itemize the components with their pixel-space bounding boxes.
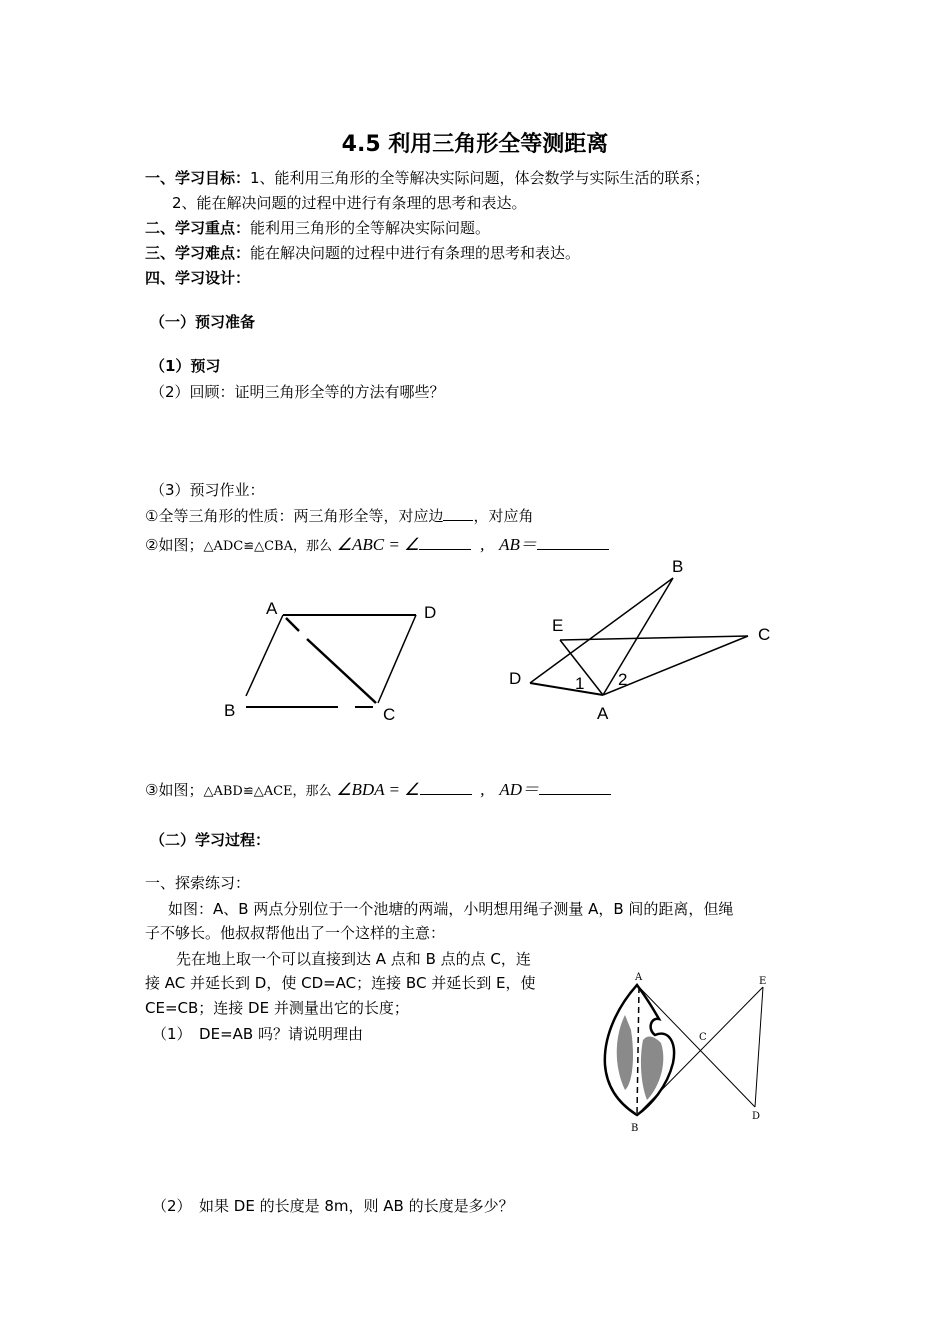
question-3-congruence: △ABD≌△ACE，那么 [203, 784, 332, 799]
answer-blank[interactable] [537, 535, 609, 550]
side-dc [378, 615, 416, 703]
label-a: A [597, 704, 609, 723]
label-b: B [224, 701, 236, 720]
label-e: E [552, 616, 564, 635]
difficulties-label: 三、学习难点： [145, 244, 251, 262]
label-d: D [424, 603, 437, 622]
question-2-side: AB＝ [499, 535, 537, 554]
label-d: D [509, 669, 522, 688]
pond-shape [605, 985, 674, 1115]
objectives-text-1: 1、能利用三角形的全等解决实际问题，体会数学与实际生活的联系； [250, 169, 710, 187]
question-1-text: ①全等三角形的性质：两三角形全等，对应边 [145, 507, 444, 525]
label-d: D [752, 1111, 761, 1122]
label-angle-2: 2 [618, 670, 628, 689]
question-3-prefix: ③如图； [145, 781, 204, 799]
label-a: A [266, 599, 278, 618]
question-2: ②如图；△ADC≌△CBA，那么 ∠ABC = ∠ , AB＝ [145, 535, 609, 557]
figure-triangles [505, 555, 795, 725]
page-title: 4.5 利用三角形全等测距离 [341, 132, 609, 157]
question-3: ③如图；△ABD≌△ACE，那么 ∠BDA = ∠ , AD＝ [145, 780, 611, 802]
part2-heading: （二）学习过程： [150, 831, 271, 849]
question-1-text-b: ，对应角 [473, 507, 534, 525]
review-question: （2）回顾：证明三角形全等的方法有哪些？ [150, 383, 445, 401]
answer-blank[interactable] [443, 506, 473, 521]
label-b: B [672, 557, 684, 576]
label-c: C [699, 1032, 707, 1043]
preview-label: （1）预习 [150, 357, 221, 375]
key-points-label: 二、学习重点： [145, 219, 251, 237]
figure-pond [595, 965, 785, 1140]
figure-parallelogram [220, 595, 450, 725]
objectives-label: 一、学习目标： [145, 169, 251, 187]
difficulties-line [145, 243, 580, 263]
answer-blank[interactable] [539, 780, 611, 795]
explore-paragraph-5: CE=CB；连接 DE 并测量出它的长度； [145, 999, 409, 1017]
answer-blank[interactable] [420, 780, 472, 795]
explore-heading: 一、探索练习： [145, 874, 251, 892]
preview-homework-label: （3）预习作业： [150, 481, 265, 499]
question-3-side: AD＝ [499, 780, 539, 799]
difficulties-text: 能在解决问题的过程中进行有条理的思考和表达。 [250, 244, 581, 262]
objectives-line-1 [145, 168, 710, 188]
part1-heading: （一）预习准备 [150, 313, 256, 331]
design-label: 四、学习设计： [145, 269, 251, 287]
diagonal-ac [286, 618, 299, 631]
label-c: C [383, 705, 396, 724]
label-b: B [631, 1123, 639, 1134]
label-c: C [758, 625, 771, 644]
key-points-text: 能利用三角形的全等解决实际问题。 [250, 219, 491, 237]
question-2-congruence: △ADC≌△CBA，那么 [203, 539, 332, 554]
explore-paragraph-4: 接 AC 并延长到 D，使 CD=AC；连接 BC 并延长到 E，使 [145, 974, 536, 992]
key-points-line [145, 218, 490, 238]
side-ab [246, 615, 283, 696]
explore-paragraph-1: 如图：A、B 两点分别位于一个池塘的两端，小明想用绳子测量 A，B 间的距离，但绳 [168, 900, 734, 918]
question-3-angle: ∠BDA = ∠ [336, 780, 420, 799]
question-1 [145, 506, 533, 526]
explore-paragraph-3: 先在地上取一个可以直接到达 A 点和 B 点的点 C，连 [176, 950, 531, 968]
objectives-text-2: 2、能在解决问题的过程中进行有条理的思考和表达。 [172, 194, 527, 212]
answer-blank[interactable] [419, 535, 471, 550]
exercise-question-2: （2） 如果 DE 的长度是 8m，则 AB 的长度是多少？ [152, 1197, 514, 1215]
diagonal-ac-2 [307, 639, 376, 703]
label-e: E [759, 976, 767, 987]
question-2-prefix: ②如图； [145, 536, 204, 554]
question-2-angle: ∠ABC = ∠ [336, 535, 420, 554]
exercise-question-1: （1） DE=AB 吗？请说明理由 [152, 1025, 363, 1043]
label-a: A [635, 972, 643, 983]
label-angle-1: 1 [575, 674, 585, 693]
explore-paragraph-2: 子不够长。他叔叔帮他出了一个这样的主意： [145, 924, 446, 942]
